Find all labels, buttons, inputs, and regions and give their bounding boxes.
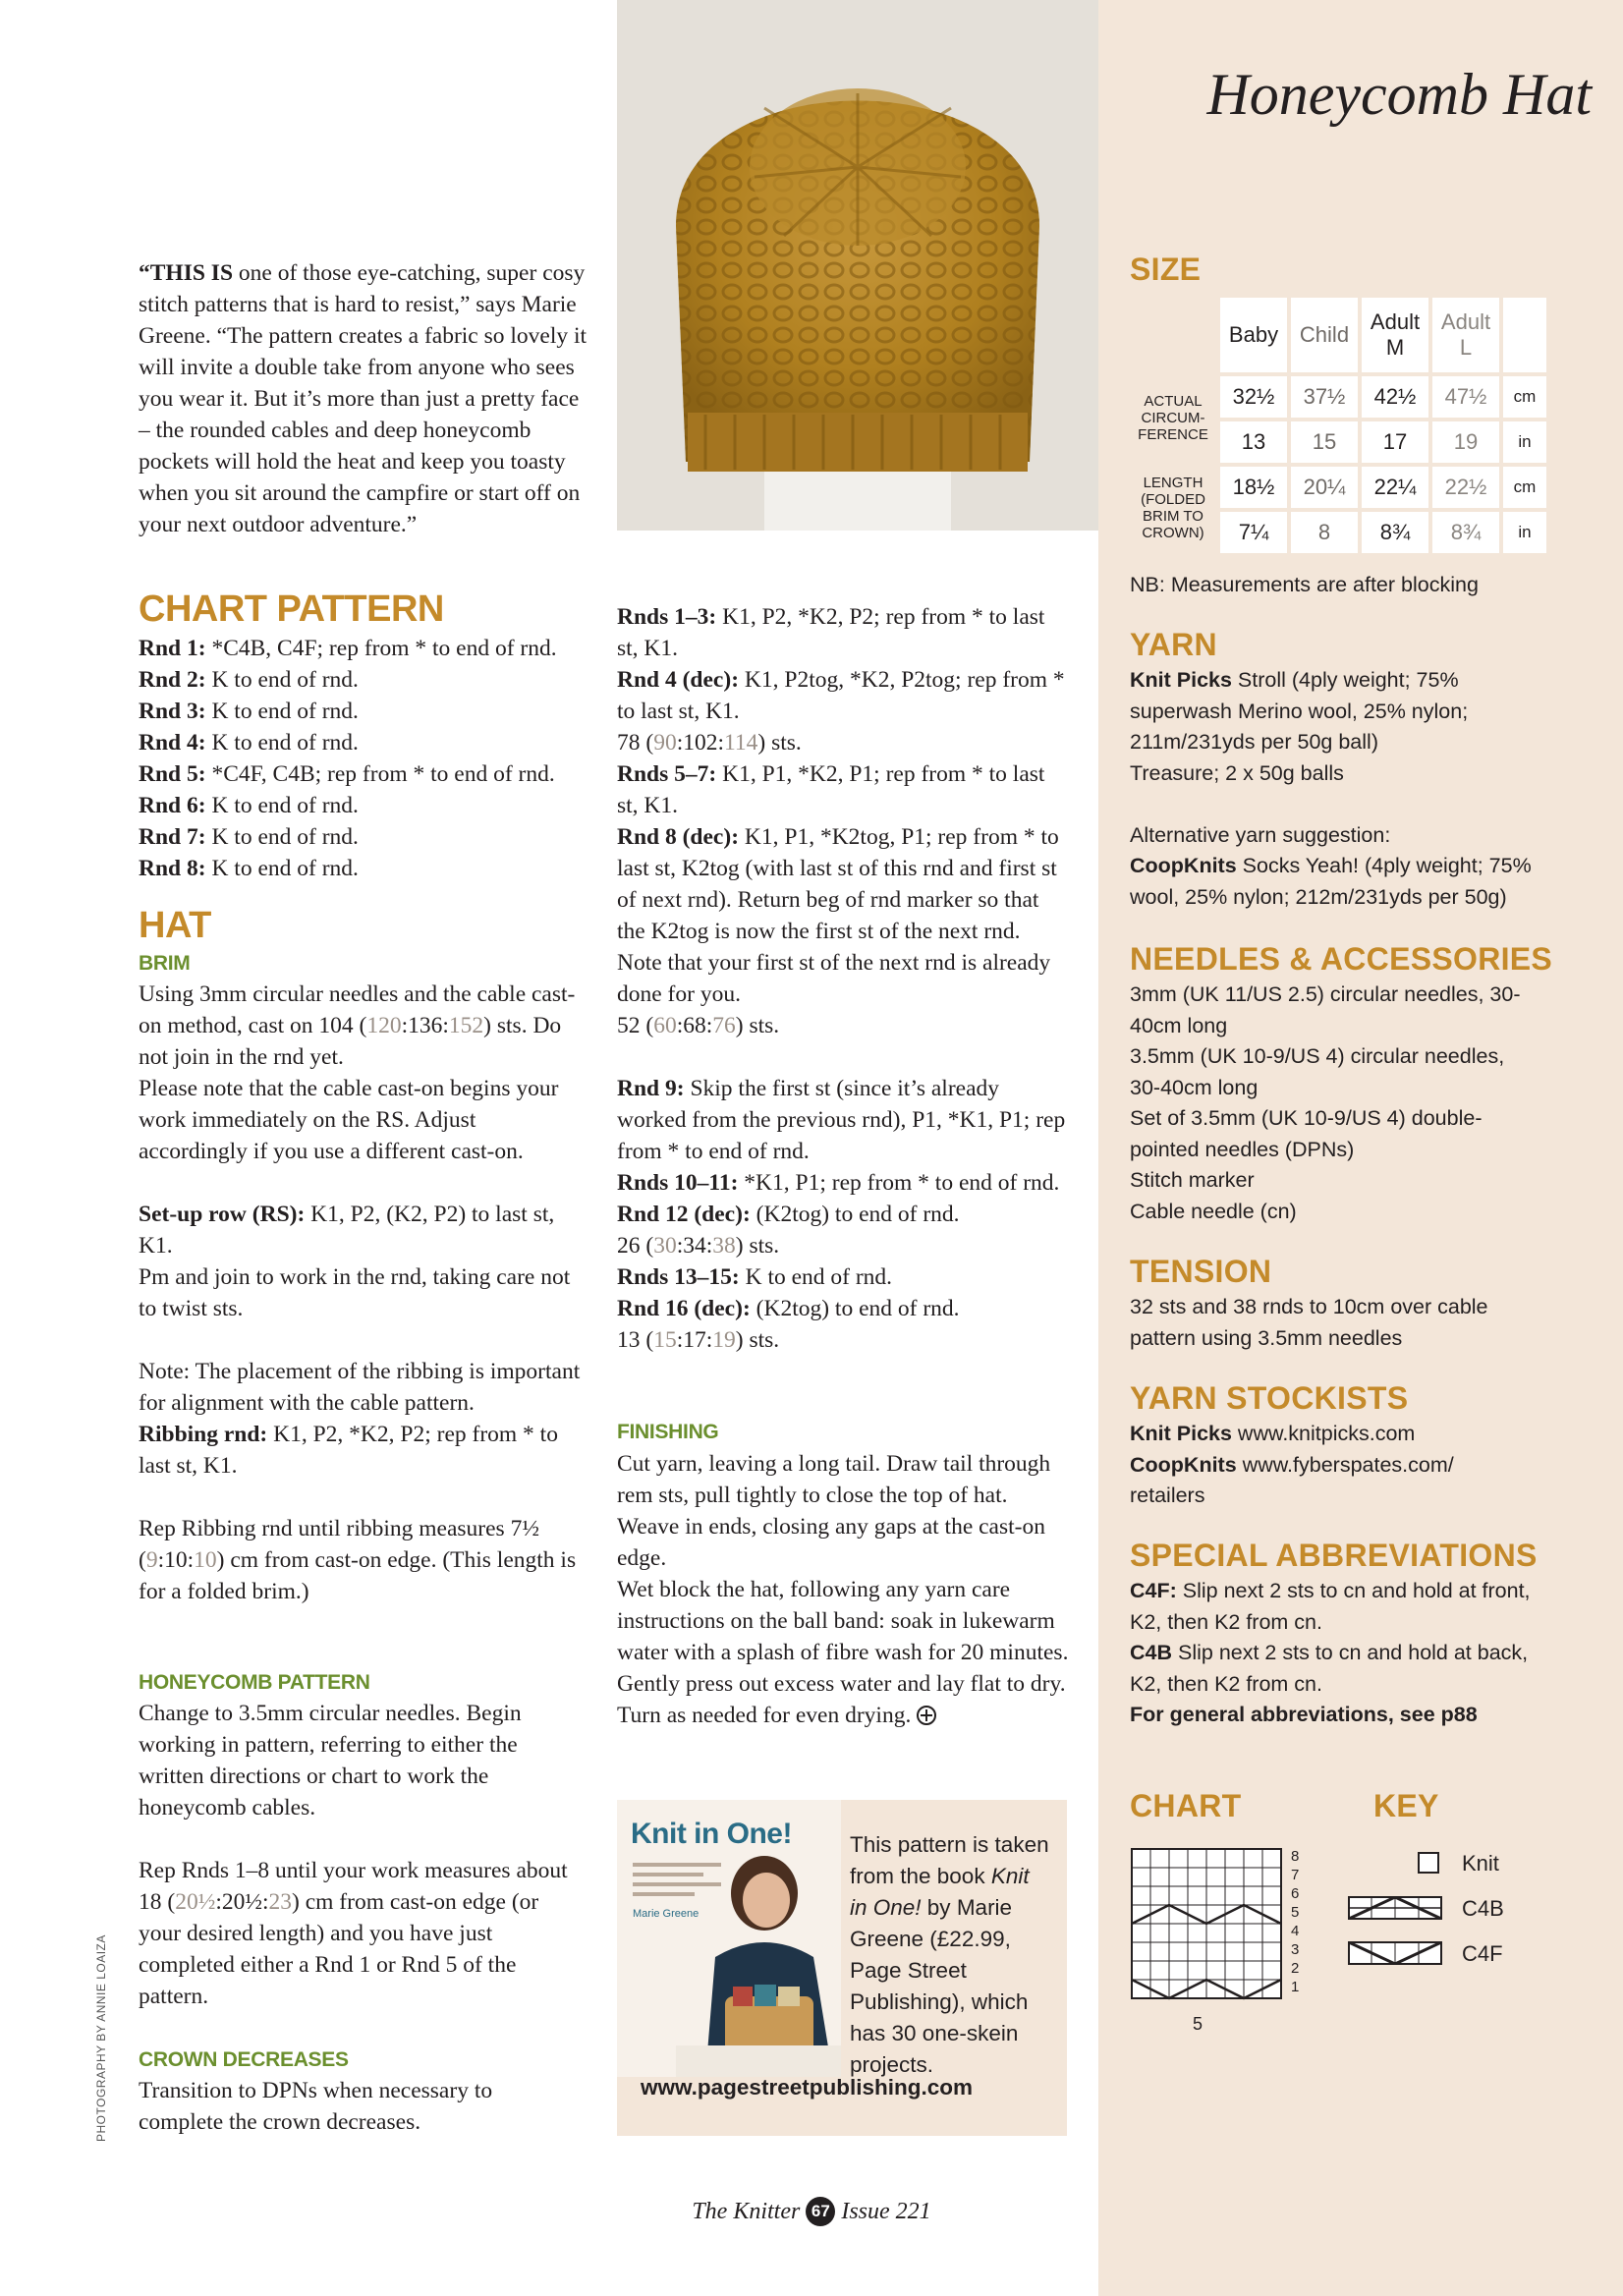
tension-heading: TENSION	[1130, 1254, 1272, 1289]
len-cm-child: 20¼	[1291, 467, 1358, 508]
needle-item: 3.5mm (UK 10-9/US 4) circular needles, 30-40cm long	[1130, 1044, 1505, 1099]
hat-illustration	[617, 0, 1098, 531]
chart-row-5: Rnd 5: *C4F, C4B; rep from * to end of rnd.	[139, 761, 555, 787]
intro-lead: “THIS IS	[139, 260, 234, 286]
crown-rounds: Rnds 1–3: K1, P2, *K2, P2; rep from * to last st, K1. Rnd 4 (dec): K1, P2tog, *K2, P2tog; rep from * to last st, K1. 78 (90:102:114) sts. Rnds 5–7: K1, P1, *K2, P1; rep from * to last st, K1. Rnd 8 (dec): K1, P1, *K2tog, P1; rep from * to last st, K2tog (with last st of this rnd and first st of next rnd). Return beg of rnd marker so that the K2tog is now the first st of the next rnd. Note that your first st of the next rnd is already done for you. 52 (60:68:76) sts. Rnd 9: Skip the first st (since it’s already worked from the previous rnd), P1, *K1, P1; rep from * to end of rnd. Rnds 10–11: *K1, P1; rep from * to end of rnd. Rnd 12 (dec): (K2tog) to end of rnd. 26 (30:34:38) sts. Rnds 13–15: K to end of rnd. Rnd 16 (dec): (K2tog) to end of rnd. 13 (15:17:19) sts.	[617, 604, 1066, 1353]
needles-list	[1130, 980, 1533, 1227]
ribbing-note: Note: The placement of the ribbing is important for alignment with the cable pattern.	[139, 1359, 581, 1416]
book-cover-author: Marie Greene	[633, 1908, 700, 1920]
page-number-badge: 67	[806, 2197, 835, 2226]
needle-item: Cable needle (cn)	[1130, 1199, 1297, 1223]
len-in-adult-l: 8¾	[1432, 512, 1499, 553]
circ-cm-baby: 32½	[1220, 376, 1287, 418]
circ-in-adult-l: 19	[1432, 421, 1499, 463]
size-col-baby: Baby	[1220, 298, 1287, 372]
chart-heading: CHART	[1130, 1788, 1242, 1823]
intro-text: one of those eye-catching, super cosy stitch patterns that is hard to resist,” says Marie Greene. “The pattern creates a fabric so lovely it will invite a double take from anyone who sees you wear it. But it’s more than just a pretty face – the rounded cables and deep honeycomb pockets will hold the heat and keep you toasty when you sit around the campfire or start off on your next outdoor adventure.”	[139, 260, 588, 537]
chart-row-8: Rnd 8: K to end of rnd.	[139, 856, 359, 881]
key-knit-swatch	[1418, 1852, 1439, 1874]
stockists-list: Knit Picks www.knitpicks.com CoopKnits www.fyberspates.com/ retailers	[1130, 1422, 1454, 1507]
setup-row: Set-up row (RS): K1, P2, (K2, P2) to last st, K1.	[139, 1202, 555, 1259]
chart-row-6: Rnd 6: K to end of rnd.	[139, 793, 359, 818]
yarn-details: Knit Picks Stroll (4ply weight; 75% superwash Merino wool, 25% nylon; 211m/231yds per 50g ball) Treasure; 2 x 50g balls Alternative yarn suggestion: CoopKnits Socks Yeah! (4ply weight; 75% wool, 25% nylon; 212m/231yds per 50g)	[1130, 668, 1532, 909]
key-c4f-label: C4F	[1462, 1941, 1503, 1966]
footer-magazine: The Knitter	[692, 2199, 801, 2224]
honeycomb-heading: HONEYCOMB PATTERN	[139, 1671, 370, 1694]
book-url[interactable]: www.pagestreetpublishing.com	[641, 2075, 973, 2100]
page-title: Honeycomb Hat	[1206, 62, 1592, 127]
size-col-adult-m: Adult M	[1362, 298, 1428, 372]
needle-item: 3mm (UK 11/US 2.5) circular needles, 30-40cm long	[1130, 982, 1521, 1037]
brim-cast-on: Using 3mm circular needles and the cable cast-on method, cast on 104 (120:136:152) sts. Do not join in the rnd yet.	[139, 981, 576, 1070]
hat-heading: HAT	[139, 905, 211, 946]
len-in-child: 8	[1291, 512, 1358, 553]
chart-grid	[1130, 1847, 1287, 2004]
length-label: LENGTH (FOLDED BRIM TO CROWN)	[1130, 463, 1216, 553]
brim-note: Please note that the cable cast-on begins your work immediately on the RS. Adjust accordingly if you use a different cast-on.	[139, 1076, 559, 1164]
stockists-heading: YARN STOCKISTS	[1130, 1380, 1409, 1416]
book-cover-title: Knit in One!	[631, 1818, 792, 1850]
stockist-link-fyberspates[interactable]: www.fyberspates.com/ retailers	[1130, 1452, 1454, 1507]
circ-in-unit: in	[1503, 421, 1546, 463]
yarn-heading: YARN	[1130, 627, 1217, 662]
len-cm-baby: 18½	[1220, 467, 1287, 508]
chart-row-3: Rnd 3: K to end of rnd.	[139, 699, 359, 724]
chart-pattern-heading: CHART PATTERN	[139, 588, 444, 630]
chart-pattern-rows	[139, 633, 600, 884]
key-heading: KEY	[1373, 1788, 1439, 1823]
circ-cm-unit: cm	[1503, 376, 1546, 418]
len-cm-unit: cm	[1503, 467, 1546, 508]
needles-heading: NEEDLES & ACCESSORIES	[1130, 941, 1553, 977]
circ-in-child: 15	[1291, 421, 1358, 463]
chart-col-label: 5	[1193, 2014, 1203, 2034]
brim-instructions	[139, 979, 590, 1607]
size-note: NB: Measurements are after blocking	[1130, 573, 1479, 596]
tension-text: 32 sts and 38 rnds to 10cm over cable pattern using 3.5mm needles	[1130, 1295, 1488, 1350]
len-cm-adult-m: 22¼	[1362, 467, 1428, 508]
len-in-adult-m: 8¾	[1362, 512, 1428, 553]
circ-cm-child: 37½	[1291, 376, 1358, 418]
key-c4b-label: C4B	[1462, 1896, 1504, 1921]
ribbing-rnd: Ribbing rnd: K1, P2, *K2, P2; rep from * to last st, K1.	[139, 1422, 558, 1479]
photo-credit: PHOTOGRAPHY BY ANNIE LOAIZA	[94, 1934, 108, 2142]
stockist-link-knitpicks[interactable]: www.knitpicks.com	[1231, 1422, 1416, 1445]
crown-heading: CROWN DECREASES	[139, 2048, 349, 2071]
needle-item: Stitch marker	[1130, 1168, 1255, 1192]
chart-row-2: Rnd 2: K to end of rnd.	[139, 667, 359, 693]
chart-row-4: Rnd 4: K to end of rnd.	[139, 730, 359, 756]
page-footer	[0, 2197, 1623, 2226]
crown-instructions: Transition to DPNs when necessary to complete the crown decreases.	[139, 2078, 493, 2135]
book-promo	[617, 1800, 1067, 2136]
abbreviations-list: C4F: Slip next 2 sts to cn and hold at front, K2, then K2 from cn. C4B Slip next 2 sts to cn and hold at back, K2, then K2 from cn. For general abbreviations, see p88	[1130, 1579, 1531, 1726]
circ-in-adult-m: 17	[1362, 421, 1428, 463]
chart-row-7: Rnd 7: K to end of rnd.	[139, 824, 359, 850]
chart-row-numbers: 8 7 6 5 4 3 2 1	[1291, 1848, 1300, 1995]
end-mark-icon	[917, 1706, 936, 1725]
circ-in-baby: 13	[1220, 421, 1287, 463]
size-heading: SIZE	[1130, 252, 1202, 287]
needle-item: Set of 3.5mm (UK 10-9/US 4) double-pointed needles (DPNs)	[1130, 1106, 1483, 1161]
intro-paragraph	[139, 257, 590, 540]
size-col-unit	[1503, 298, 1546, 372]
pm-join: Pm and join to work in the rnd, taking care not to twist sts.	[139, 1264, 571, 1321]
size-col-adult-l: Adult L	[1432, 298, 1499, 372]
chart-row-1: Rnd 1: *C4B, C4F; rep from * to end of rnd.	[139, 636, 557, 661]
len-cm-adult-l: 22½	[1432, 467, 1499, 508]
abbreviations-heading: SPECIAL ABBREVIATIONS	[1130, 1538, 1538, 1573]
book-author-photo	[676, 1849, 841, 2077]
book-description: This pattern is taken from the book Knit in One! by Marie Greene (£22.99, Page Street Publishing), which has 30 one-skein projects.	[850, 1832, 1049, 2077]
footer-issue: Issue 221	[841, 2199, 931, 2224]
book-cover	[617, 1800, 841, 2077]
key-knit-label: Knit	[1462, 1851, 1499, 1876]
len-in-unit: in	[1503, 512, 1546, 553]
rep-ribbing: Rep Ribbing rnd until ribbing measures 7½ (9:10:10) cm from cast-on edge. (This length is for a folded brim.)	[139, 1516, 577, 1604]
circ-cm-adult-m: 42½	[1362, 376, 1428, 418]
key-c4f-symbol	[1348, 1941, 1442, 1965]
brim-heading: BRIM	[139, 952, 191, 975]
circ-cm-adult-l: 47½	[1432, 376, 1499, 418]
finishing-instructions: Cut yarn, leaving a long tail. Draw tail through rem sts, pull tightly to close the top of hat. Weave in ends, closing any gaps at the cast-on edge. Wet block the hat, following any yarn care instructions on the ball band: soak in lukewarm water with a splash of fibre wash for 20 minutes. Gently press out excess water and lay flat to dry. Turn as needed for even drying.	[617, 1451, 1069, 1728]
circumference-label: ACTUAL CIRCUM-FERENCE	[1130, 372, 1216, 463]
key-c4b-symbol	[1348, 1896, 1442, 1920]
hat-photo	[617, 0, 1098, 531]
honeycomb-instructions: Change to 3.5mm circular needles. Begin working in pattern, referring to either the written directions or chart to work the honeycomb cables. Rep Rnds 1–8 until your work measures about 18 (20½:20½:23) cm from cast-on edge (or your desired length) and you have just completed either a Rnd 1 or Rnd 5 of the pattern.	[139, 1701, 568, 2009]
finishing-heading: FINISHING	[617, 1421, 719, 1443]
len-in-baby: 7¼	[1220, 512, 1287, 553]
size-col-child: Child	[1291, 298, 1358, 372]
